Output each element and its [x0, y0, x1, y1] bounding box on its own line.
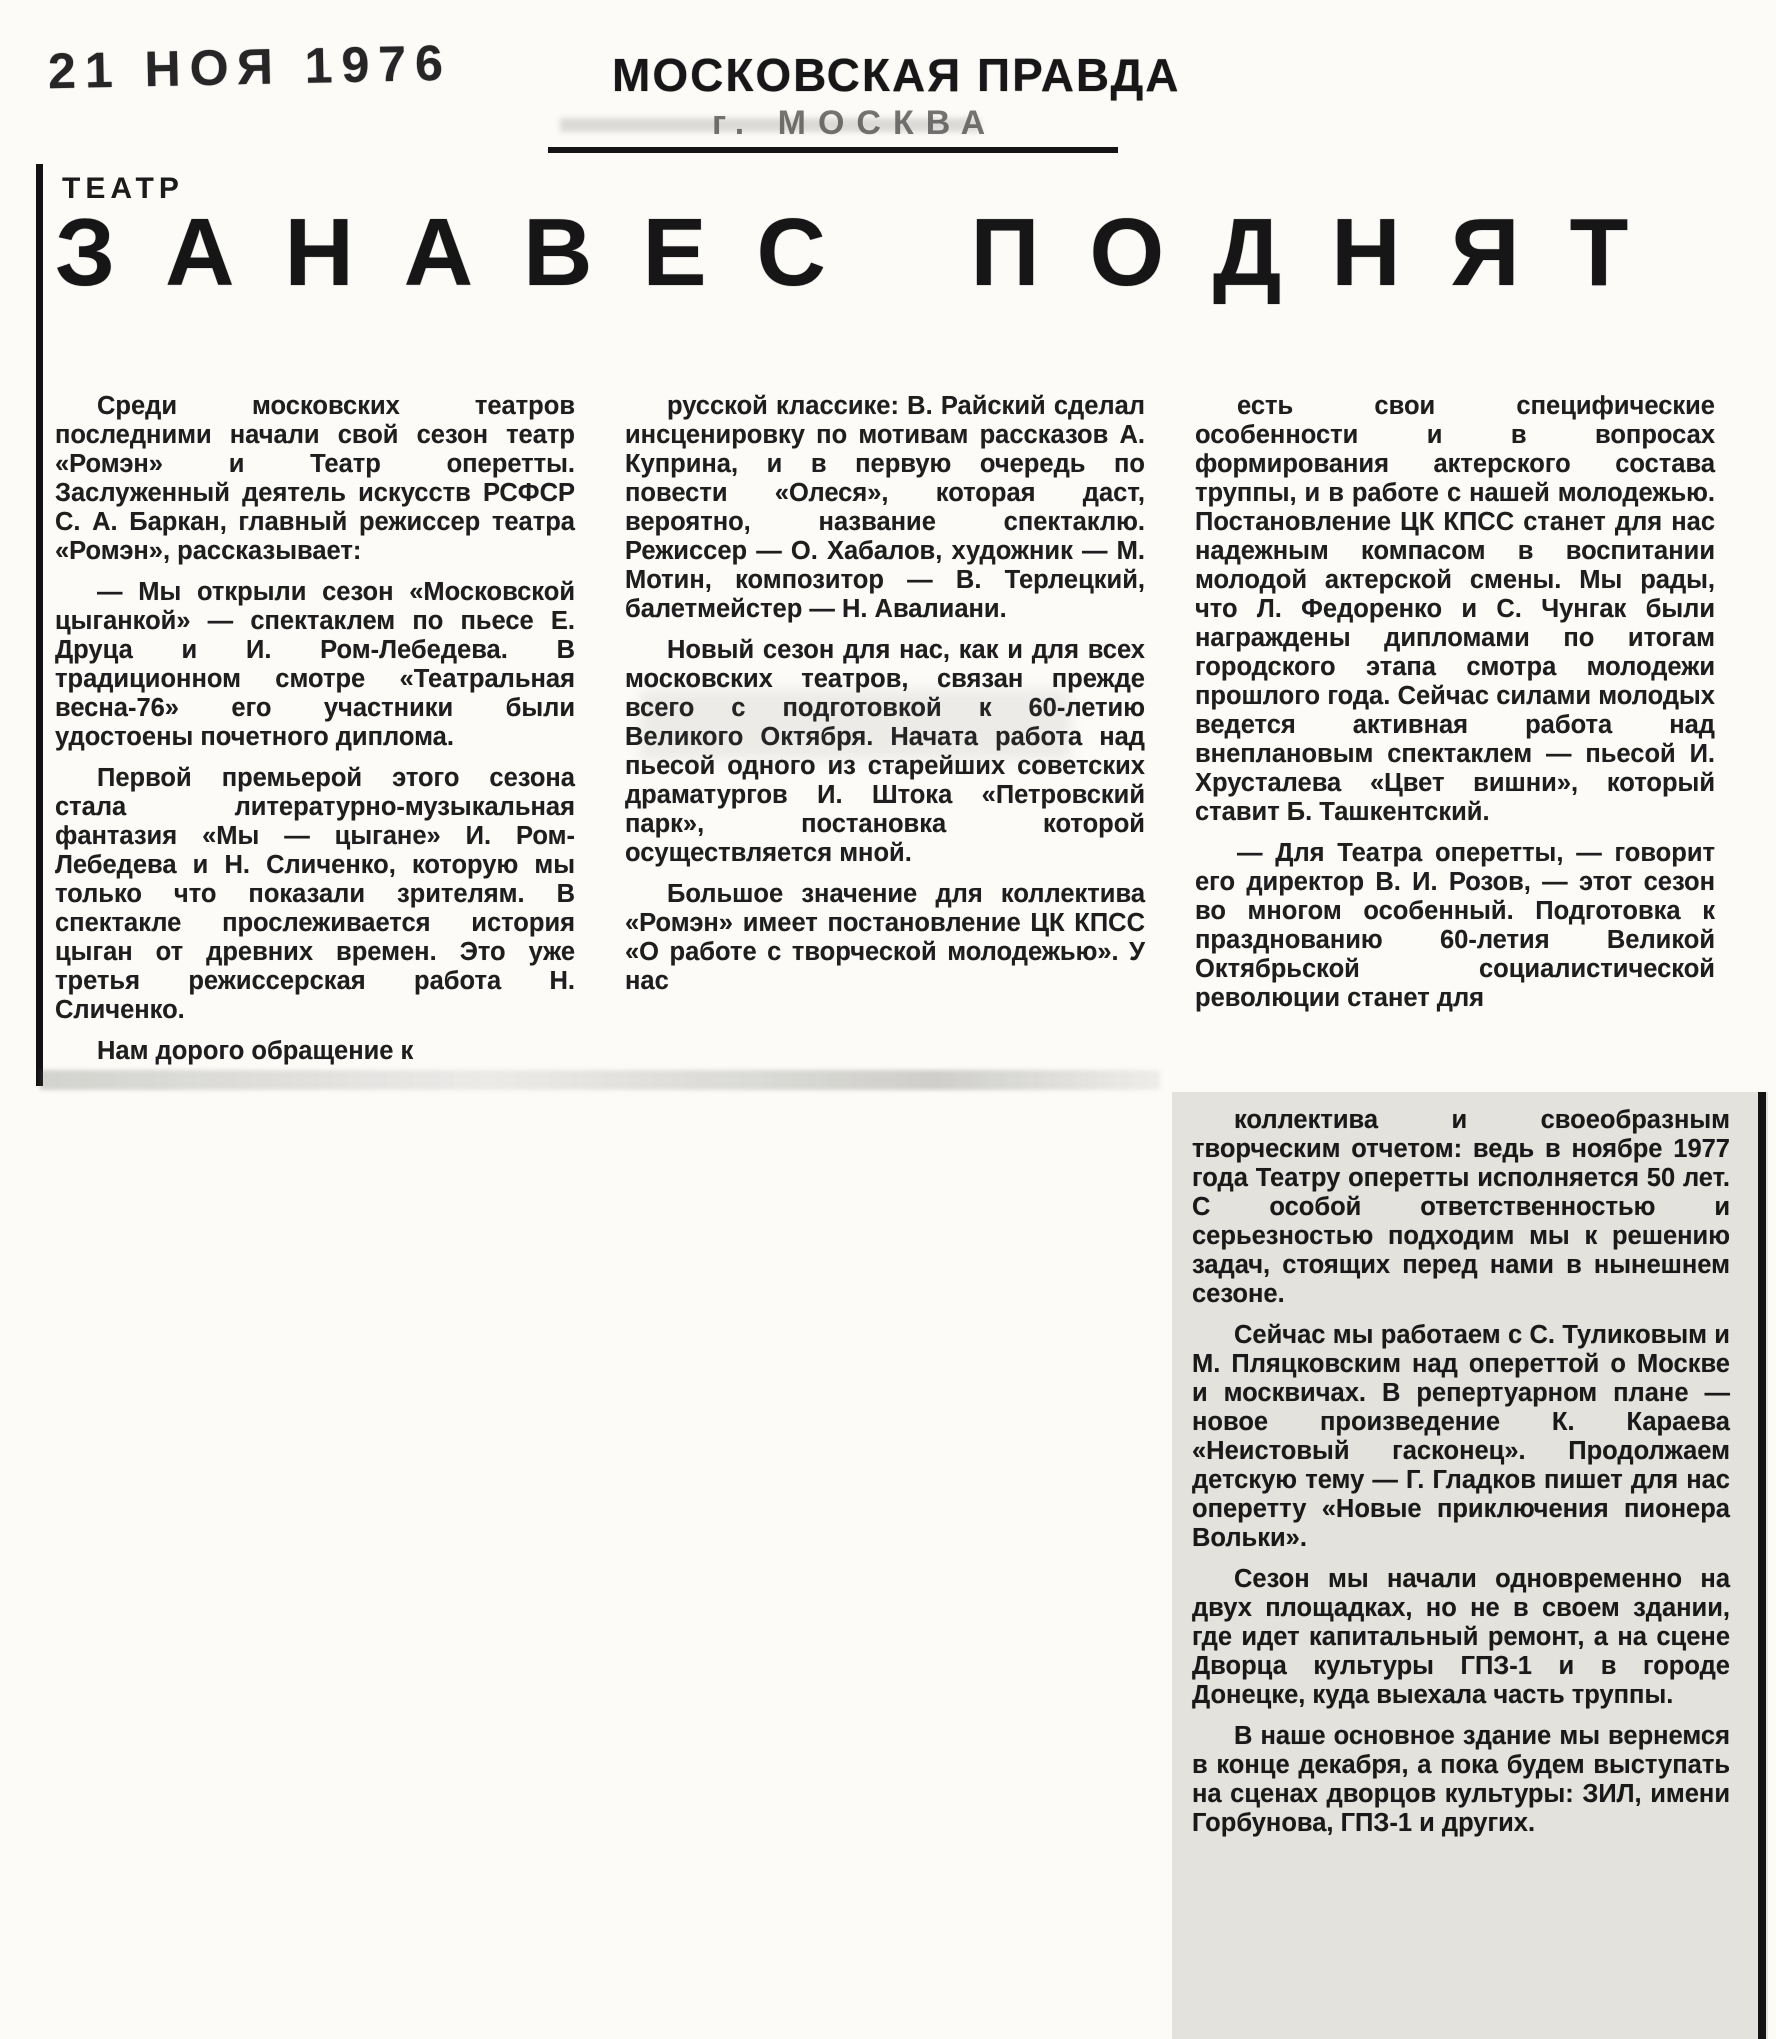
article-column-1: [55, 392, 575, 1078]
masthead-divider: [548, 147, 1118, 153]
paragraph: Сезон мы начали одновременно на двух площадках, но не в своем здании, где идет капитальный ремонт, а на сцене Дворца культуры ГПЗ-1 и в городе Донецке, куда выехала часть труппы.: [1192, 1565, 1730, 1709]
paragraph: Новый сезон для нас, как и для всех московских театров, связан прежде всего с подготовкой к 60-летию Великого Октября. Начата работа над пьесой одного из старейших советских драматургов И. Штока «Петровский парк», постановка которой осуществляется мной.: [625, 636, 1145, 867]
paragraph: — Для Театра оперетты, — говорит его директор В. И. Розов, — этот сезон во многом особенный. Подготовка к празднованию 60-летия Великой Октябрьской социалистической революции станет для: [1195, 839, 1715, 1012]
article-continuation-column: [1172, 1092, 1768, 2039]
paragraph: Среди московских театров последними начали свой сезон театр «Ромэн» и Театр оперетты. Заслуженный деятель искусств РСФСР С. А. Баркан, главный режиссер театра «Ромэн», рассказывает:: [55, 392, 575, 565]
paragraph: — Мы открыли сезон «Московской цыганкой» — спектаклем по пьесе Е. Друца и И. Ром-Лебедева. В традиционном смотре «Театральная весна-76» его участники были удостоены почетного диплома.: [55, 578, 575, 751]
paragraph: В наше основное здание мы вернемся в конце декабря, а пока будем выступать на сценах дворцов культуры: ЗИЛ, имени Горбунова, ГПЗ-1 и других.: [1192, 1722, 1730, 1837]
paragraph: русской классике: В. Райский сделал инсценировку по мотивам рассказов А. Куприна, и в первую очередь по повести «Олеся», которая даст, вероятно, название спектаклю. Режиссер — О. Хабалов, художник — М. Мотин, композитор — В. Терлецкий, балетмейстер — Н. Авалиани.: [625, 392, 1145, 623]
paragraph: Большое значение для коллектива «Ромэн» имеет постановление ЦК КПСС «О работе с творческой молодежью». У нас: [625, 880, 1145, 995]
section-kicker: ТЕАТР: [62, 172, 184, 205]
article-column-3: [1195, 392, 1715, 1078]
article-left-rule: [36, 164, 43, 1086]
article-headline: ЗАНАВЕС ПОДНЯТ: [55, 199, 1679, 306]
paragraph: Нам дорого обращение к: [97, 1037, 414, 1065]
paragraph: Сейчас мы работаем с С. Туликовым и М. Пляцковским над опереттой о Москве и москвичах. В репертуарном плане — новое произведение К. Караева «Неистовый гасконец». Продолжаем детскую тему — Г. Гладков пишет для нас оперетту «Новые приключения пионера Вольки».: [1192, 1321, 1730, 1552]
paragraph: Первой премьерой этого сезона стала литературно-музыкальная фантазия «Мы — цыгане» И. Ром-Лебедева и Н. Сличенко, которую мы только что показали зрителям. В спектакле прослеживается история цыган от древних времен. Это уже третья режиссерская работа Н. Сличенко.: [55, 764, 575, 1024]
paragraph: коллектива и своеобразным творческим отчетом: ведь в ноябре 1977 года Театру оперетты исполняется 50 лет. С особой ответственностью и серьезностью подходим мы к решению задач, стоящих перед нами в нынешнем сезоне.: [1192, 1106, 1730, 1308]
masthead-city: г. МОСКВА: [712, 104, 998, 142]
scan-smudge: [40, 1070, 1160, 1090]
article-right-rule: [1758, 1092, 1766, 2039]
scan-smudge: [560, 118, 980, 132]
newspaper-masthead: МОСКОВСКАЯ ПРАВДА: [612, 49, 1181, 101]
date-stamp: 21 НОЯ 1976: [47, 34, 453, 100]
paragraph: есть свои специфические особенности и в вопросах формирования актерского состава труппы, и в работе с нашей молодежью. Постановление ЦК КПСС станет для нас надежным компасом в воспитании молодой актерской смены. Мы рады, что Л. Федоренко и С. Чунгак были награждены дипломами по итогам городского этапа смотра молодежи прошлого года. Сейчас силами молодых ведется активная работа над внеплановым спектаклем — пьесой И. Хрусталева «Цвет вишни», который ставит Б. Ташкентский.: [1195, 392, 1715, 826]
scan-smudge: [640, 690, 1070, 760]
